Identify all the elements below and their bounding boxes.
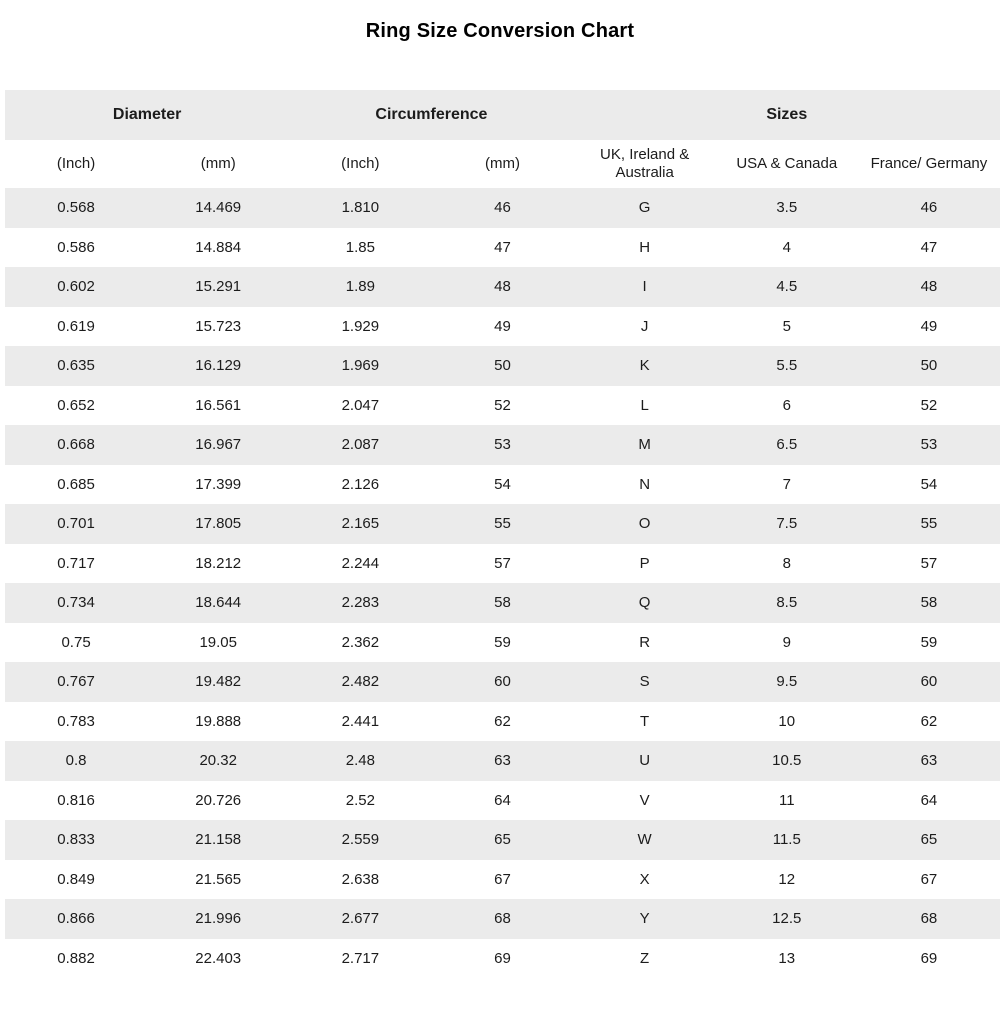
table-cell: 55 (920, 515, 938, 533)
column-header-circumference-mm: (mm) (431, 140, 573, 188)
table-cell: 65 (920, 831, 938, 849)
table-cell: 60 (494, 673, 511, 691)
table-cell: 54 (920, 475, 938, 493)
table-cell: 8.5 (776, 594, 798, 612)
table-row (5, 781, 1000, 821)
table-cell: 2.717 (341, 949, 380, 967)
table-cell: 9 (782, 633, 791, 651)
table-cell: 67 (920, 870, 938, 888)
table-row (5, 346, 1000, 386)
table-cell: 69 (494, 949, 511, 967)
table-cell: 5 (782, 317, 791, 335)
table-cell: 1.929 (341, 317, 380, 335)
table-cell: 1.89 (345, 278, 375, 296)
table-cell: 62 (494, 712, 511, 730)
table-cell: R (639, 633, 651, 651)
table-cell: X (639, 870, 650, 888)
table-cell: 0.816 (57, 791, 95, 809)
table-cell: 58 (920, 594, 938, 612)
table-cell: 0.701 (57, 515, 95, 533)
table-cell: 3.5 (776, 199, 798, 217)
table-cell: U (639, 752, 651, 770)
table-cell: Y (639, 910, 650, 928)
table-cell: 50 (920, 357, 938, 375)
table-cell: 0.635 (57, 357, 95, 375)
table-cell: 0.882 (57, 949, 95, 967)
table-cell: 7.5 (776, 515, 798, 533)
table-cell: 14.469 (195, 199, 242, 217)
table-cell: 60 (920, 673, 938, 691)
column-header-france-germany: France/ Germany (858, 140, 1000, 188)
table-cell: 18.644 (195, 594, 242, 612)
table-cell: 63 (920, 752, 938, 770)
table-cell: 14.884 (195, 238, 242, 256)
table-cell: 0.619 (57, 317, 95, 335)
table-cell: 10 (778, 712, 796, 730)
group-header-sizes: Sizes (574, 90, 1000, 140)
table-cell: 54 (494, 475, 511, 493)
table-cell: 17.399 (195, 475, 242, 493)
table-cell: 64 (920, 791, 938, 809)
table-cell: 18.212 (195, 554, 242, 572)
table-cell: 4 (782, 238, 791, 256)
table-cell: N (639, 475, 651, 493)
table-cell: 15.723 (195, 317, 242, 335)
table-row (5, 702, 1000, 742)
table-row (5, 583, 1000, 623)
table-row (5, 623, 1000, 663)
table-cell: 52 (494, 396, 511, 414)
table-cell: T (640, 712, 650, 730)
table-body (5, 188, 1000, 978)
table-cell: 49 (920, 317, 938, 335)
table-cell: 47 (920, 238, 938, 256)
table-cell: 0.767 (57, 673, 95, 691)
table-cell: 2.638 (341, 870, 380, 888)
table-cell: 2.244 (341, 554, 380, 572)
table-row (5, 267, 1000, 307)
table-cell: 48 (494, 278, 511, 296)
table-cell: G (638, 199, 651, 217)
table-cell: 9.5 (776, 673, 798, 691)
table-cell: 7 (782, 475, 791, 493)
table-cell: 2.482 (341, 673, 380, 691)
table-cell: 68 (920, 910, 938, 928)
table-cell: 0.602 (57, 278, 95, 296)
table-cell: 16.561 (195, 396, 242, 414)
table-cell: 17.805 (195, 515, 242, 533)
table-row (5, 662, 1000, 702)
column-header-diameter-mm: (mm) (147, 140, 289, 188)
table-cell: 57 (920, 554, 938, 572)
table-cell: 21.565 (195, 870, 242, 888)
table-cell: 0.685 (57, 475, 95, 493)
table-cell: 2.677 (341, 910, 380, 928)
table-cell: 1.969 (341, 357, 380, 375)
table-cell: V (639, 791, 650, 809)
table-row (5, 504, 1000, 544)
table-cell: 21.158 (195, 831, 242, 849)
table-cell: 63 (494, 752, 511, 770)
table-cell: 0.668 (57, 436, 95, 454)
table-cell: 2.52 (345, 791, 375, 809)
table-cell: 59 (920, 633, 938, 651)
table-cell: 2.362 (341, 633, 380, 651)
table-row (5, 228, 1000, 268)
table-cell: 0.8 (65, 752, 87, 770)
table-cell: 21.996 (195, 910, 242, 928)
table-cell: 4.5 (776, 278, 798, 296)
table-cell: 22.403 (195, 949, 242, 967)
table-cell: 19.482 (195, 673, 242, 691)
table-cell: 53 (920, 436, 938, 454)
table-cell: 2.48 (345, 752, 375, 770)
table-cell: 13 (778, 949, 796, 967)
table-cell: 52 (920, 396, 938, 414)
table-cell: 6.5 (776, 436, 798, 454)
table-cell: 2.047 (341, 396, 380, 414)
table-cell: J (640, 317, 649, 335)
table-cell: 49 (494, 317, 511, 335)
table-cell: 55 (494, 515, 511, 533)
group-header-circumference: Circumference (289, 90, 573, 140)
table-cell: 12 (778, 870, 796, 888)
table-cell: 57 (494, 554, 511, 572)
table-cell: 48 (920, 278, 938, 296)
table-cell: 11.5 (772, 831, 801, 849)
table-cell: 0.717 (57, 554, 95, 572)
table-cell: Q (638, 594, 651, 612)
column-header-diameter-inch: (Inch) (5, 140, 147, 188)
group-header-diameter: Diameter (5, 90, 289, 140)
table-cell: P (639, 554, 650, 572)
table-cell: 0.783 (57, 712, 95, 730)
table-cell: 2.126 (341, 475, 380, 493)
table-cell: 5.5 (776, 357, 798, 375)
group-header-row (5, 90, 1000, 140)
table-cell: 50 (494, 357, 511, 375)
table-cell: 16.129 (195, 357, 242, 375)
column-header-circumference-inch: (Inch) (289, 140, 431, 188)
table-header (5, 90, 1000, 188)
table-cell: 20.726 (195, 791, 242, 809)
table-cell: S (639, 673, 650, 691)
table-row (5, 939, 1000, 979)
table-cell: 59 (494, 633, 511, 651)
table-row (5, 465, 1000, 505)
table-cell: 64 (494, 791, 511, 809)
table-cell: 12.5 (772, 910, 802, 928)
table-row (5, 188, 1000, 228)
table-cell: 19.888 (195, 712, 242, 730)
table-cell: 2.087 (341, 436, 380, 454)
table-cell: I (642, 278, 647, 296)
table-cell: 0.849 (57, 870, 95, 888)
table-cell: 58 (494, 594, 511, 612)
table-cell: 62 (920, 712, 938, 730)
table-cell: 11 (778, 791, 795, 809)
table-cell: O (638, 515, 651, 533)
table-cell: 0.734 (57, 594, 95, 612)
table-row (5, 860, 1000, 900)
table-cell: 16.967 (195, 436, 242, 454)
table-cell: 46 (494, 199, 511, 217)
table-row (5, 425, 1000, 465)
table-row (5, 307, 1000, 347)
table-cell: 65 (494, 831, 511, 849)
column-header-row (5, 140, 1000, 188)
table-cell: W (637, 831, 652, 849)
table-cell: 67 (494, 870, 511, 888)
table-cell: H (639, 238, 651, 256)
table-cell: 1.85 (345, 238, 375, 256)
table-row (5, 820, 1000, 860)
table-cell: 69 (920, 949, 938, 967)
table-cell: 53 (494, 436, 511, 454)
table-cell: 0.568 (57, 199, 95, 217)
table-cell: 0.866 (57, 910, 95, 928)
column-header-usa-canada: USA & Canada (716, 140, 858, 188)
table-cell: 46 (920, 199, 938, 217)
table-cell: K (639, 357, 650, 375)
table-row (5, 386, 1000, 426)
table-cell: 0.652 (57, 396, 95, 414)
table-cell: 20.32 (199, 752, 237, 770)
table-cell: M (638, 436, 651, 454)
table-cell: 10.5 (772, 752, 802, 770)
table-cell: 6 (782, 396, 791, 414)
column-header-uk-ireland-australia: UK, Ireland & Australia (574, 140, 716, 188)
table-cell: 15.291 (195, 278, 242, 296)
table-row (5, 544, 1000, 584)
table-cell: 19.05 (199, 633, 237, 651)
table-cell: 2.283 (341, 594, 380, 612)
ring-size-conversion-table (5, 90, 1000, 978)
table-cell: 2.165 (341, 515, 380, 533)
table-cell: 2.559 (341, 831, 380, 849)
table-cell: 68 (494, 910, 511, 928)
table-cell: 47 (494, 238, 511, 256)
page-title: Ring Size Conversion Chart (365, 20, 635, 42)
table-row (5, 899, 1000, 939)
table-cell: Z (640, 949, 650, 967)
table-cell: 1.810 (341, 199, 380, 217)
table-cell: 0.833 (57, 831, 95, 849)
table-cell: 0.75 (61, 633, 91, 651)
table-cell: L (640, 396, 649, 414)
table-cell: 8 (782, 554, 791, 572)
table-cell: 2.441 (341, 712, 380, 730)
table-cell: 0.586 (57, 238, 95, 256)
table-row (5, 741, 1000, 781)
